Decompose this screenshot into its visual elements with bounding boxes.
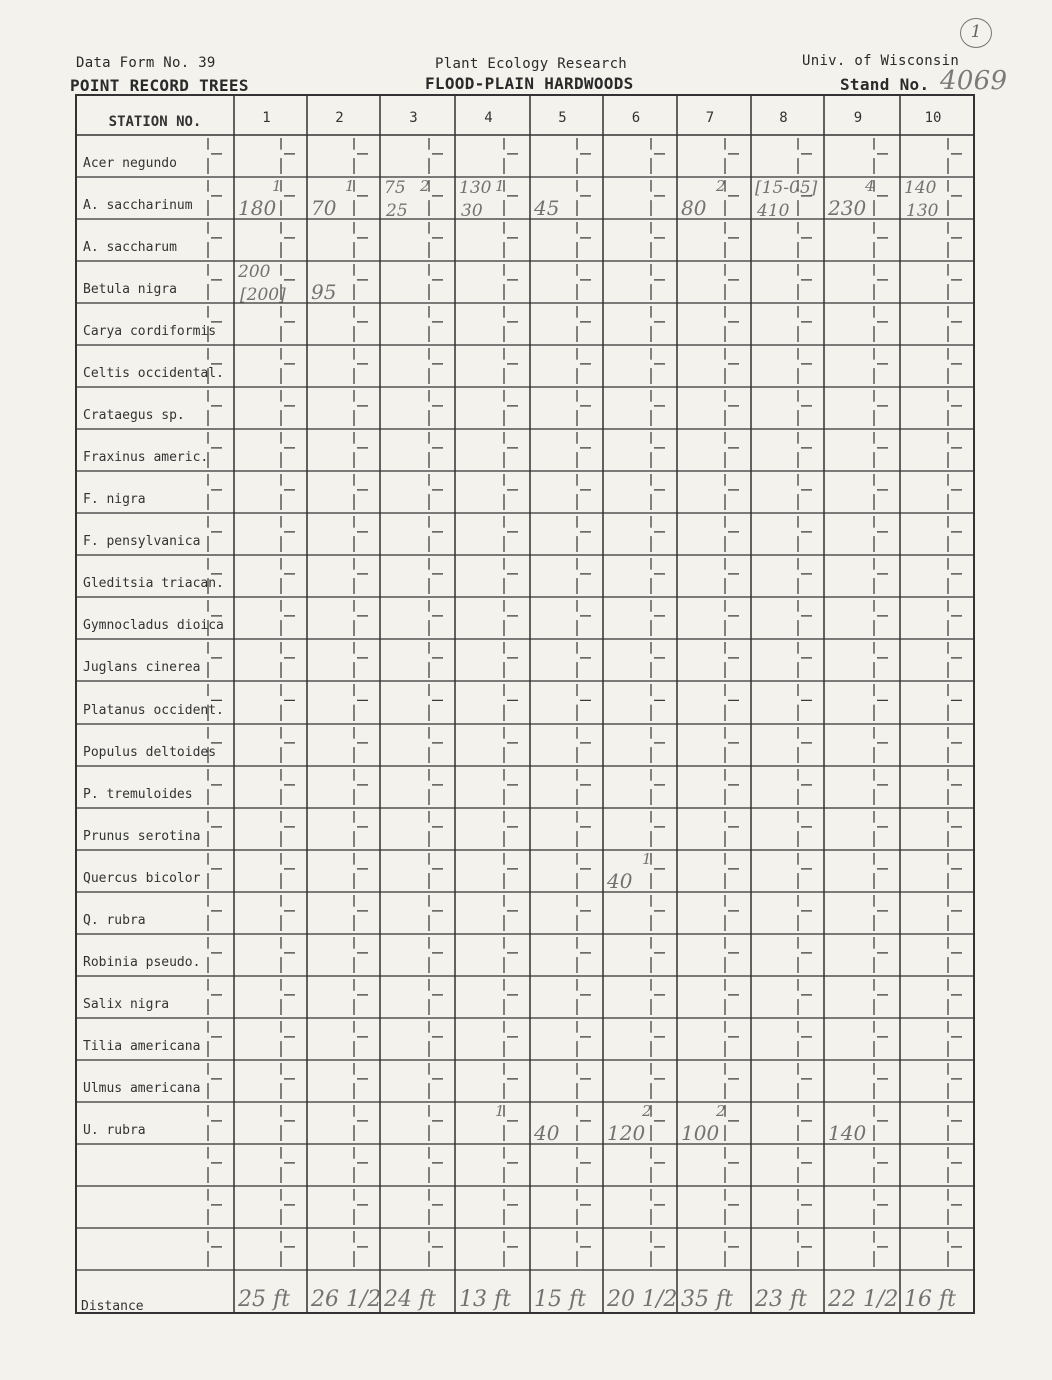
species-name: P. tremuloides [83, 787, 193, 802]
quarter-number: 1 [272, 177, 282, 195]
tree-distance-entry: 120 [607, 1121, 646, 1145]
species-name: Acer negundo [83, 156, 177, 171]
species-name: Populus deltoides [83, 745, 217, 760]
station-distance: 20 1/2 [607, 1287, 678, 1312]
quarter-number: 2 [716, 1102, 726, 1120]
species-name: Salix nigra [83, 997, 170, 1012]
quarter-number: 1 [495, 1102, 505, 1120]
station-distance: 22 1/2 [828, 1287, 899, 1312]
station-number: 4 [484, 110, 493, 126]
species-name: Crataegus sp. [83, 408, 185, 423]
station-distance: 23 ft [755, 1287, 807, 1312]
species-name: F. nigra [83, 492, 146, 507]
tree-distance-entry: [15-05] [755, 178, 818, 198]
species-name: Betula nigra [83, 282, 177, 297]
species-name: F. pensylvanica [83, 534, 201, 549]
tree-distance-entry: 130 [459, 178, 492, 198]
station-number: 10 [924, 110, 942, 126]
station-distance: 35 ft [681, 1287, 733, 1312]
tree-distance-entry: 95 [311, 280, 337, 304]
species-name: Gleditsia triacan. [83, 576, 224, 591]
tree-distance-entry: 100 [681, 1121, 720, 1145]
station-distance: 15 ft [534, 1287, 586, 1312]
tree-distance-entry: 40 [607, 869, 633, 893]
quarter-number: 1 [495, 177, 505, 195]
quarter-number: 4 [865, 177, 875, 195]
station-number: 6 [631, 110, 641, 126]
station-number: 2 [335, 110, 344, 126]
form-subtitle: FLOOD-PLAIN HARDWOODS [425, 74, 634, 93]
distance-label: Distance [81, 1299, 144, 1314]
species-name: Quercus bicolor [83, 871, 201, 886]
tree-distance-entry: 80 [681, 196, 707, 220]
form-title: POINT RECORD TREES [70, 76, 249, 95]
tree-distance-entry: 410 [757, 201, 790, 221]
station-number: 3 [409, 110, 418, 126]
station-number: 1 [262, 110, 271, 126]
station-number: 5 [558, 110, 567, 126]
organization: Plant Ecology Research [435, 56, 628, 72]
species-name: Ulmus americana [83, 1081, 201, 1096]
tree-distance-entry: 30 [461, 201, 483, 221]
stand-number: 4069 [940, 66, 1008, 96]
station-distance: 24 ft [384, 1287, 436, 1312]
station-distance: 13 ft [459, 1287, 511, 1312]
station-header: STATION NO. [108, 114, 202, 130]
university: Univ. of Wisconsin [802, 53, 960, 69]
tree-distance-entry: 140 [828, 1121, 867, 1145]
species-name: Celtis occidental. [83, 366, 224, 381]
species-name: Tilia americana [83, 1039, 201, 1054]
quarter-number: 2 [716, 177, 726, 195]
page-number-circle: 1 [960, 18, 992, 48]
species-name: Juglans cinerea [83, 660, 201, 675]
station-number: 8 [779, 110, 788, 126]
species-name: U. rubra [83, 1123, 146, 1138]
stand-label: Stand No. [840, 75, 930, 94]
tree-distance-entry: 200 [238, 262, 271, 282]
station-distance: 26 1/2 [311, 1287, 382, 1312]
station-number: 7 [705, 110, 715, 126]
tree-distance-entry: 75 [384, 178, 406, 198]
tree-distance-entry: 140 [904, 178, 937, 198]
species-name: A. saccharinum [83, 198, 193, 213]
tree-distance-entry: [200] [240, 285, 286, 305]
tree-distance-entry: 25 [386, 201, 408, 221]
tree-distance-entry: 230 [828, 196, 867, 220]
species-name: Prunus serotina [83, 829, 201, 844]
station-distance: 25 ft [238, 1287, 290, 1312]
station-number: 9 [853, 110, 863, 126]
tree-distance-entry: 180 [238, 196, 277, 220]
species-name: A. saccharum [83, 240, 177, 255]
species-name: Gymnocladus dioica [83, 618, 224, 633]
tree-distance-entry: 45 [534, 196, 560, 220]
station-distance: 16 ft [904, 1287, 956, 1312]
species-name: Q. rubra [83, 913, 146, 928]
quarter-number: 2 [642, 1102, 652, 1120]
quarter-number: 2 [420, 177, 430, 195]
species-name: Robinia pseudo. [83, 955, 201, 970]
species-name: Platanus occident. [83, 703, 224, 718]
tree-distance-entry: 130 [906, 201, 939, 221]
quarter-number: 1 [345, 177, 355, 195]
species-name: Carya cordiformis [83, 324, 217, 339]
tree-distance-entry: 70 [311, 196, 337, 220]
species-name: Fraxinus americ. [83, 450, 209, 465]
form-number: Data Form No. 39 [76, 55, 216, 71]
quarter-number: 1 [642, 850, 652, 868]
tree-distance-entry: 40 [534, 1121, 560, 1145]
